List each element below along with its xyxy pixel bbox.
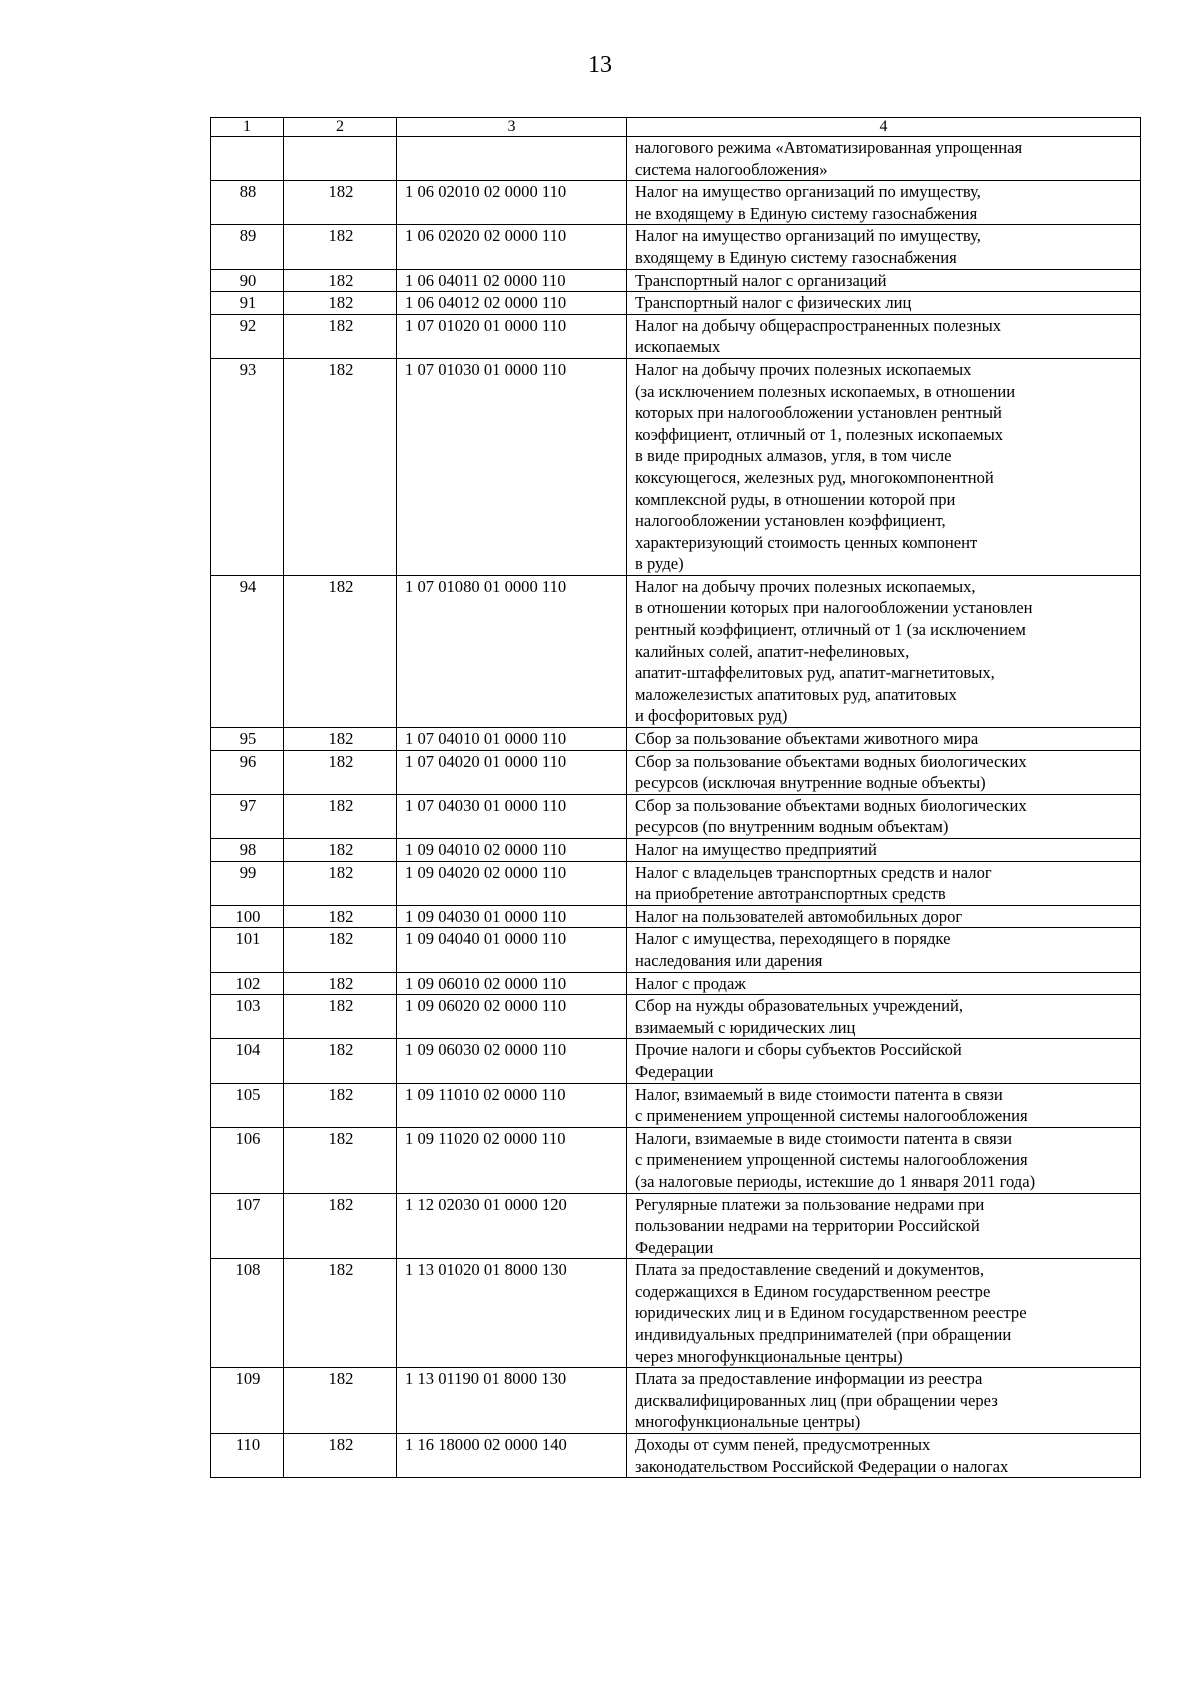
row-number-cell: 91 xyxy=(211,292,284,315)
page-number: 13 xyxy=(588,52,612,78)
revenue-name-line: Сбор за пользование объектами водных биологических xyxy=(635,795,1027,815)
revenue-code-cell: 1 07 04030 01 0000 110 xyxy=(397,794,627,838)
revenue-code-cell: 1 09 04020 02 0000 110 xyxy=(397,861,627,905)
administrator-code-cell: 182 xyxy=(284,1127,397,1193)
table-row xyxy=(211,995,1141,1039)
revenue-name-line: Федерации xyxy=(635,1237,714,1257)
administrator-code-cell: 182 xyxy=(284,269,397,292)
revenue-name-line: с применением упрощенной системы налогообложения xyxy=(635,1106,1028,1126)
revenue-name-line: с применением упрощенной системы налогообложения xyxy=(635,1150,1028,1170)
table-row xyxy=(211,1083,1141,1127)
revenue-code-cell: 1 09 11010 02 0000 110 xyxy=(397,1083,627,1127)
revenue-name-line: наследования или дарения xyxy=(635,950,823,970)
revenue-name-line: содержащихся в Едином государственном реестре xyxy=(635,1281,991,1301)
revenue-name-line: ресурсов (по внутренним водным объектам) xyxy=(635,817,949,837)
revenue-code-cell: 1 09 11020 02 0000 110 xyxy=(397,1127,627,1193)
row-number-cell: 105 xyxy=(211,1083,284,1127)
revenue-code-cell: 1 06 04012 02 0000 110 xyxy=(397,292,627,315)
administrator-code-cell: 182 xyxy=(284,1434,397,1478)
administrator-code-cell: 182 xyxy=(284,1259,397,1368)
revenue-name-cell xyxy=(627,1434,1141,1478)
header-col-4: 4 xyxy=(627,118,1141,137)
revenue-name-line: апатит-штаффелитовых руд, апатит-магнетитовых, xyxy=(635,663,995,683)
revenue-code-cell: 1 09 06020 02 0000 110 xyxy=(397,995,627,1039)
row-number-cell: 102 xyxy=(211,972,284,995)
row-number-cell xyxy=(211,137,284,181)
revenue-name-cell xyxy=(627,995,1141,1039)
table-row xyxy=(211,1193,1141,1259)
revenue-name-line: система налогообложения» xyxy=(635,159,828,179)
revenue-code-cell: 1 06 02020 02 0000 110 xyxy=(397,225,627,269)
table-row xyxy=(211,575,1141,727)
revenue-name-line: Налог на добычу прочих полезных ископаемых, xyxy=(635,576,976,596)
revenue-name-line: Налог на добычу прочих полезных ископаемых xyxy=(635,359,972,379)
revenue-name-cell xyxy=(627,972,1141,995)
revenue-name-line: индивидуальных предпринимателей (при обращении xyxy=(635,1325,1012,1345)
revenue-code-cell: 1 09 04040 01 0000 110 xyxy=(397,928,627,972)
revenue-name-line: (за исключением полезных ископаемых, в отношении xyxy=(635,381,1016,401)
revenue-name-cell xyxy=(627,1193,1141,1259)
revenue-code-cell: 1 16 18000 02 0000 140 xyxy=(397,1434,627,1478)
revenue-name-line: Налог с имущества, переходящего в порядке xyxy=(635,929,951,949)
row-number-cell: 103 xyxy=(211,995,284,1039)
revenue-name-cell xyxy=(627,137,1141,181)
revenue-name-line: Федерации xyxy=(635,1061,714,1081)
revenue-name-line: пользовании недрами на территории Российской xyxy=(635,1216,980,1236)
row-number-cell: 88 xyxy=(211,181,284,225)
revenue-name-line: Сбор за пользование объектами животного мира xyxy=(635,729,979,749)
revenue-name-cell xyxy=(627,1259,1141,1368)
revenue-name-cell xyxy=(627,794,1141,838)
revenue-code-cell: 1 13 01190 01 8000 130 xyxy=(397,1368,627,1434)
table-row xyxy=(211,181,1141,225)
revenue-name-line: входящему в Единую систему газоснабжения xyxy=(635,247,957,267)
table-row xyxy=(211,137,1141,181)
revenue-name-line: на приобретение автотранспортных средств xyxy=(635,884,946,904)
table-row xyxy=(211,314,1141,358)
revenue-name-cell xyxy=(627,1039,1141,1083)
revenue-name-cell xyxy=(627,225,1141,269)
revenue-name-line: рентный коэффициент, отличный от 1 (за исключением xyxy=(635,620,1026,640)
administrator-code-cell: 182 xyxy=(284,225,397,269)
revenue-name-line: Плата за предоставление информации из реестра xyxy=(635,1369,983,1389)
revenue-name-line: Прочие налоги и сборы субъектов Российской xyxy=(635,1040,962,1060)
table-row xyxy=(211,1259,1141,1368)
revenue-name-line: маложелезистых апатитовых руд, апатитовых xyxy=(635,684,957,704)
revenue-code-cell: 1 07 01080 01 0000 110 xyxy=(397,575,627,727)
administrator-code-cell: 182 xyxy=(284,1368,397,1434)
table-row xyxy=(211,225,1141,269)
table-row xyxy=(211,839,1141,862)
revenue-name-cell xyxy=(627,269,1141,292)
table-row xyxy=(211,928,1141,972)
administrator-code-cell: 182 xyxy=(284,972,397,995)
administrator-code-cell: 182 xyxy=(284,1083,397,1127)
row-number-cell: 101 xyxy=(211,928,284,972)
administrator-code-cell: 182 xyxy=(284,750,397,794)
revenue-name-line: взимаемый с юридических лиц xyxy=(635,1017,856,1037)
revenue-name-cell xyxy=(627,1083,1141,1127)
table-row xyxy=(211,905,1141,928)
header-col-3: 3 xyxy=(397,118,627,137)
header-col-2: 2 xyxy=(284,118,397,137)
revenue-name-line: Налог на добычу общераспространенных полезных xyxy=(635,315,1002,335)
revenue-name-line: через многофункциональные центры) xyxy=(635,1346,903,1366)
revenue-name-cell xyxy=(627,750,1141,794)
administrator-code-cell: 182 xyxy=(284,314,397,358)
revenue-name-line: в отношении которых при налогообложении установлен xyxy=(635,598,1033,618)
revenue-name-line: которых при налогообложении установлен рентный xyxy=(635,403,1002,423)
revenue-name-line: Регулярные платежи за пользование недрами при xyxy=(635,1194,985,1214)
administrator-code-cell: 182 xyxy=(284,839,397,862)
revenue-name-line: многофункциональные центры) xyxy=(635,1412,861,1432)
row-number-cell: 96 xyxy=(211,750,284,794)
revenue-name-line: Налог на имущество организаций по имуществу, xyxy=(635,182,981,202)
revenue-name-line: в виде природных алмазов, угля, в том числе xyxy=(635,446,952,466)
row-number-cell: 90 xyxy=(211,269,284,292)
administrator-code-cell xyxy=(284,137,397,181)
administrator-code-cell: 182 xyxy=(284,1039,397,1083)
table-row xyxy=(211,292,1141,315)
revenue-name-line: коксующегося, железных руд, многокомпонентной xyxy=(635,467,994,487)
revenue-code-cell: 1 09 04010 02 0000 110 xyxy=(397,839,627,862)
revenue-name-cell xyxy=(627,181,1141,225)
row-number-cell: 93 xyxy=(211,358,284,575)
administrator-code-cell: 182 xyxy=(284,995,397,1039)
revenue-code-cell: 1 06 04011 02 0000 110 xyxy=(397,269,627,292)
row-number-cell: 100 xyxy=(211,905,284,928)
revenue-name-cell xyxy=(627,314,1141,358)
row-number-cell: 104 xyxy=(211,1039,284,1083)
revenue-name-line: характеризующий стоимость ценных компонент xyxy=(635,532,978,552)
row-number-cell: 109 xyxy=(211,1368,284,1434)
revenue-name-line: Налог, взимаемый в виде стоимости патента в связи xyxy=(635,1084,1003,1104)
row-number-cell: 110 xyxy=(211,1434,284,1478)
revenue-name-line: Доходы от сумм пеней, предусмотренных xyxy=(635,1435,931,1455)
administrator-code-cell: 182 xyxy=(284,928,397,972)
revenue-name-line: Налоги, взимаемые в виде стоимости патента в связи xyxy=(635,1128,1013,1148)
table-row xyxy=(211,1039,1141,1083)
revenue-name-line: Налог с продаж xyxy=(635,973,746,993)
revenue-name-line: калийных солей, апатит-нефелиновых, xyxy=(635,641,910,661)
revenue-name-line: (за налоговые периоды, истекшие до 1 января 2011 года) xyxy=(635,1171,1036,1191)
revenue-name-line: и фосфоритовых руд) xyxy=(635,706,788,726)
revenue-name-cell xyxy=(627,292,1141,315)
revenue-code-cell xyxy=(397,137,627,181)
revenue-name-line: Налог на имущество организаций по имуществу, xyxy=(635,226,981,246)
revenue-name-cell xyxy=(627,1127,1141,1193)
administrator-code-cell: 182 xyxy=(284,905,397,928)
revenue-name-line: не входящему в Единую систему газоснабжения xyxy=(635,203,978,223)
row-number-cell: 98 xyxy=(211,839,284,862)
revenue-name-line: Сбор за пользование объектами водных биологических xyxy=(635,751,1027,771)
revenue-name-cell xyxy=(627,928,1141,972)
table-row xyxy=(211,794,1141,838)
row-number-cell: 107 xyxy=(211,1193,284,1259)
administrator-code-cell: 182 xyxy=(284,1193,397,1259)
revenue-name-cell xyxy=(627,861,1141,905)
revenue-name-line: юридических лиц и в Едином государственном реестре xyxy=(635,1303,1027,1323)
table-row xyxy=(211,972,1141,995)
administrator-code-cell: 182 xyxy=(284,575,397,727)
administrator-code-cell: 182 xyxy=(284,292,397,315)
table-row xyxy=(211,728,1141,751)
row-number-cell: 97 xyxy=(211,794,284,838)
table-row xyxy=(211,1434,1141,1478)
administrator-code-cell: 182 xyxy=(284,358,397,575)
revenue-code-cell: 1 06 02010 02 0000 110 xyxy=(397,181,627,225)
row-number-cell: 92 xyxy=(211,314,284,358)
revenue-name-cell xyxy=(627,905,1141,928)
table-row xyxy=(211,1368,1141,1434)
revenue-name-line: Транспортный налог с организаций xyxy=(635,270,887,290)
row-number-cell: 106 xyxy=(211,1127,284,1193)
header-col-1: 1 xyxy=(211,118,284,137)
revenue-code-cell: 1 12 02030 01 0000 120 xyxy=(397,1193,627,1259)
revenue-name-line: дисквалифицированных лиц (при обращении через xyxy=(635,1390,998,1410)
row-number-cell: 94 xyxy=(211,575,284,727)
revenue-name-line: законодательством Российской Федерации о налогах xyxy=(635,1456,1009,1476)
table-row xyxy=(211,1127,1141,1193)
revenue-code-cell: 1 07 01030 01 0000 110 xyxy=(397,358,627,575)
revenue-name-cell xyxy=(627,839,1141,862)
revenue-name-cell xyxy=(627,358,1141,575)
revenue-code-cell: 1 13 01020 01 8000 130 xyxy=(397,1259,627,1368)
revenue-name-cell xyxy=(627,728,1141,751)
revenue-name-line: Плата за предоставление сведений и документов, xyxy=(635,1260,985,1280)
revenue-name-line: налогообложении установлен коэффициент, xyxy=(635,511,946,531)
row-number-cell: 89 xyxy=(211,225,284,269)
row-number-cell: 108 xyxy=(211,1259,284,1368)
revenue-name-line: Транспортный налог с физических лиц xyxy=(635,293,912,313)
row-number-cell: 99 xyxy=(211,861,284,905)
revenue-code-cell: 1 09 06030 02 0000 110 xyxy=(397,1039,627,1083)
revenue-name-line: в руде) xyxy=(635,554,684,574)
table-body xyxy=(211,137,1141,1478)
revenue-code-cell: 1 07 01020 01 0000 110 xyxy=(397,314,627,358)
budget-codes-table xyxy=(210,117,1141,1478)
table-row xyxy=(211,358,1141,575)
administrator-code-cell: 182 xyxy=(284,794,397,838)
table-row xyxy=(211,861,1141,905)
revenue-name-cell xyxy=(627,1368,1141,1434)
revenue-code-cell: 1 07 04020 01 0000 110 xyxy=(397,750,627,794)
revenue-name-line: комплексной руды, в отношении которой при xyxy=(635,489,956,509)
revenue-code-cell: 1 09 04030 01 0000 110 xyxy=(397,905,627,928)
administrator-code-cell: 182 xyxy=(284,181,397,225)
row-number-cell: 95 xyxy=(211,728,284,751)
revenue-name-line: ресурсов (исключая внутренние водные объекты) xyxy=(635,773,986,793)
revenue-name-line: Сбор на нужды образовательных учреждений, xyxy=(635,996,964,1016)
table-row xyxy=(211,269,1141,292)
revenue-name-line: Налог на имущество предприятий xyxy=(635,840,877,859)
revenue-name-line: Налог на пользователей автомобильных дорог xyxy=(635,906,963,926)
revenue-name-line: ископаемых xyxy=(635,337,721,357)
revenue-name-line: налогового режима «Автоматизированная упрощенная xyxy=(635,138,1023,157)
table-row xyxy=(211,750,1141,794)
revenue-name-line: Налог с владельцев транспортных средств и налог xyxy=(635,862,992,882)
revenue-name-cell xyxy=(627,575,1141,727)
revenue-code-cell: 1 07 04010 01 0000 110 xyxy=(397,728,627,751)
revenue-name-line: коэффициент, отличный от 1, полезных ископаемых xyxy=(635,424,1004,444)
administrator-code-cell: 182 xyxy=(284,728,397,751)
administrator-code-cell: 182 xyxy=(284,861,397,905)
revenue-code-cell: 1 09 06010 02 0000 110 xyxy=(397,972,627,995)
table-header-row xyxy=(211,118,1141,137)
